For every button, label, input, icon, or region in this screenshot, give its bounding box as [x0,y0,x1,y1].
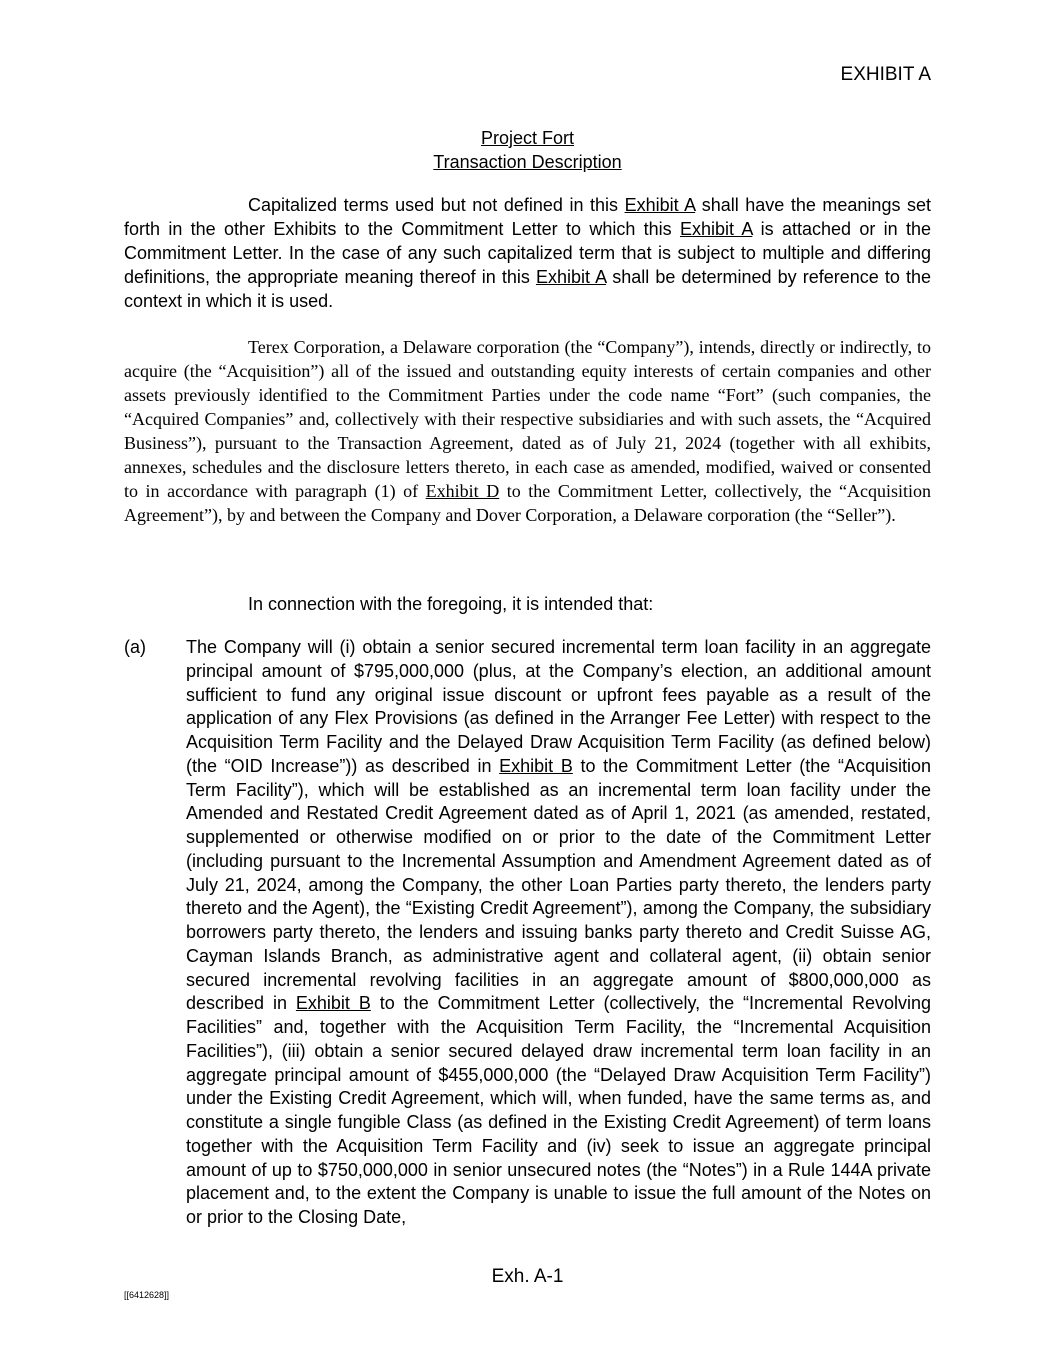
paragraph-definitions [124,193,931,313]
paragraph-text: to the Commitment Letter (the “Acquisition Term Facility”), which will be established as an incremental term loan facility under the Amended and Restated Credit Agreement dated as of April 1, 2021 (as amended, restated, supplemented or otherwise modified on or prior to the date of the Commitment Letter (including pursuant to the Incremental Assumption and Amendment Agreement dated as of July 21, 2024, among the Company, the other Loan Parties party thereto, the lenders party thereto and the Agent), the “Existing Credit Agreement”), among the Company, the subsidiary borrowers party thereto, the lenders and issuing banks party thereto and Credit Suisse AG, Cayman Islands Branch, as administrative agent and collateral agent, (ii) obtain senior secured incremental revolving facilities in an aggregate amount of $800,000,000 as described in [186,755,931,1014]
paragraph-text: shall have the meanings set forth in the other Exhibits to the Commitment Letter to which this [124,195,932,239]
exhibit-label: EXHIBIT A [840,64,931,85]
title-line-project: Project Fort [480,128,575,148]
list-item-text [186,636,931,1230]
title-line-description: Transaction Description [433,152,622,172]
list-item-label: (a) [124,637,146,657]
paragraph-text: The Company will (i) obtain a senior secured incremental term loan facility in an aggregate principal amount of $795,000,000 (plus, at the Company’s election, an additional amount sufficient to fund any original issue discount or upfront fees payable as a result of the application of any Flex Provisions (as defined in the Arranger Fee Letter) with respect to the Acquisition Term Facility and the Delayed Draw Acquisition Term Facility (as defined below) (the “OID Increase”)) as described in [186,637,931,776]
paragraph-text: Terex Corporation, a Delaware corporation (the “Company”), intends, directly or indirectly, to acquire (the “Acquisition”) all of the issued and outstanding equity interests of certain companies and other assets previously identified to the Commitment Parties under the code name “Fort” (such companies, the “Acquired Companies” and, collectively with their respective subsidiaries and with such assets, the “Acquired Business”), pursuant to the Transaction Agreement, dated as of July 21, 2024 (together with all exhibits, annexes, schedules and the disclosure letters thereto, in each case as amended, modified, waived or consented to in accordance with paragraph (1) of [124,337,931,501]
document-title [0,126,1055,174]
paragraph-text: to the Commitment Letter (collectively, the “Incremental Revolving Facilities” and, together with the Acquisition Term Facility, the “Incremental Acquisition Facilities”), (iii) obtain a senior secured delayed draw incremental term loan facility in an aggregate principal amount of $455,000,000 (the “Delayed Draw Acquisition Term Facility”) under the Existing Credit Agreement, which will, when funded, have the same terms as, and constitute a single fungible Class (as defined in the Existing Credit Agreement) of term loans together with the Acquisition Term Facility and (iv) seek to issue an aggregate principal amount of up to $750,000,000 in senior unsecured notes (the “Notes”) in a Rule 144A private placement and, to the extent the Company is unable to issue the full amount of the Notes on or prior to the Closing Date, [186,993,932,1227]
page-number: Exh. A-1 [491,1266,564,1287]
exhibit-reference: Exhibit B [295,993,371,1014]
paragraph-text: Capitalized terms used but not defined in this [248,195,625,215]
document-id: [[6412628]] [124,1290,170,1300]
exhibit-reference: Exhibit A [679,219,753,239]
paragraph-text: to the Commitment Letter, collectively, the “Acquisition Agreement”), by and between the Company and Dover Corporation, a Delaware corporation (the “Seller”). [124,481,931,525]
paragraph-text: In connection with the foregoing, it is intended that: [248,594,654,614]
exhibit-reference: Exhibit B [499,755,573,776]
paragraph-text: shall be determined by reference to the context in which it is used. [124,267,931,311]
paragraph-intent [124,592,931,616]
paragraph-text: is attached or in the Commitment Letter. In the case of any such capitalized term that is subject to multiple and differing definitions, the appropriate meaning thereof in this [124,219,931,287]
exhibit-reference: Exhibit D [425,481,500,501]
exhibit-reference: Exhibit A [535,267,607,287]
paragraph-acquisition [124,335,931,527]
exhibit-reference: Exhibit A [624,195,696,215]
